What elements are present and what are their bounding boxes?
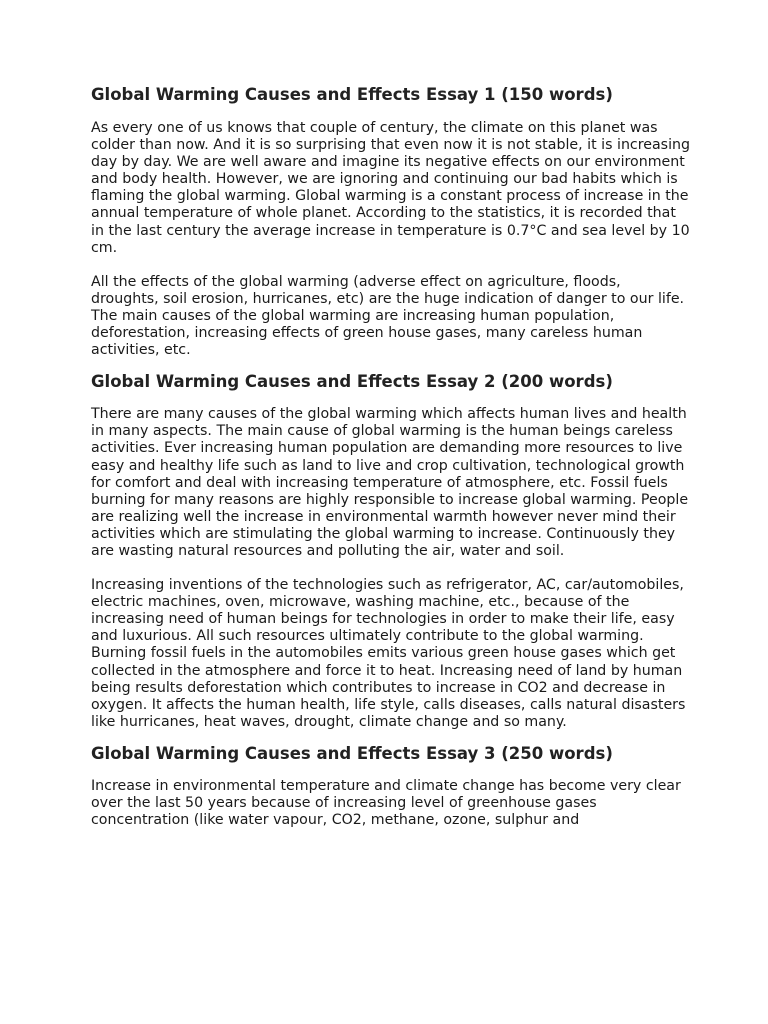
- section-heading-essay-1: Global Warming Causes and Effects Essay 1 (150 words): [91, 85, 613, 104]
- section-heading-essay-2: Global Warming Causes and Effects Essay 2 (200 words): [91, 372, 613, 392]
- essay-2-paragraph-1: There are many causes of the global warming which affects human lives and health in many aspects. The main cause of global warming is the human beings careless activities. Ever increasing human population are demanding more resources to live easy and healthy life such as land to live and crop cultivation, technological growth for comfort and deal with increasing temperature of atmosphere, etc. Fossil fuels burning for many reasons are highly responsible to increase global warming. People are realizing well the increase in environmental warmth however never mind their activities which are stimulating the global warming to increase. Continuously they are wasting natural resources and polluting the air, water and soil.: [91, 406, 689, 559]
- document-page: [91, 84, 691, 829]
- essay-1-paragraph-2: All the effects of the global warming (adverse effect on agriculture, floods, droughts, soil erosion, hurricanes, etc) are the huge indication of danger to our life. The main causes of the global warming are increasing human population, deforestation, increasing effects of green house gases, many careless human activities, etc.: [91, 273, 685, 359]
- essay-3-paragraph-1: Increase in environmental temperature and climate change has become very clear over the last 50 years because of increasing level of greenhouse gases concentration (like water vapour, CO2, methane, ozone, sulphur and: [91, 777, 681, 829]
- essay-1-paragraph-1: As every one of us knows that couple of century, the climate on this planet was colder than now. And it is so surprising that even now it is not stable, it is increasing day by day. We are well aware and imagine its negative effects on our environment and body health. However, we are ignoring and continuing our bad habits which is flaming the global warming. Global warming is a constant process of increase in the annual temperature of whole planet. According to the statistics, it is recorded that in the last century the average increase in temperature is 0.7°C and sea level by 10 cm.: [91, 120, 691, 256]
- section-heading-essay-3: Global Warming Causes and Effects Essay 3 (250 words): [91, 743, 613, 763]
- essay-2-paragraph-2: Increasing inventions of the technologies such as refrigerator, AC, car/automobiles, electric machines, oven, microwave, washing machine, etc., because of the increasing need of human beings for technologies in order to make their life, easy and luxurious. All such resources ultimately contribute to the global warming. Burning fossil fuels in the automobiles emits various green house gases which get collected in the atmosphere and force it to heat. Increasing need of land by human being results deforestation which contributes to increase in CO2 and decrease in oxygen. It affects the human health, life style, calls diseases, calls natural disasters like hurricanes, heat waves, drought, climate change and so many.: [91, 577, 686, 730]
